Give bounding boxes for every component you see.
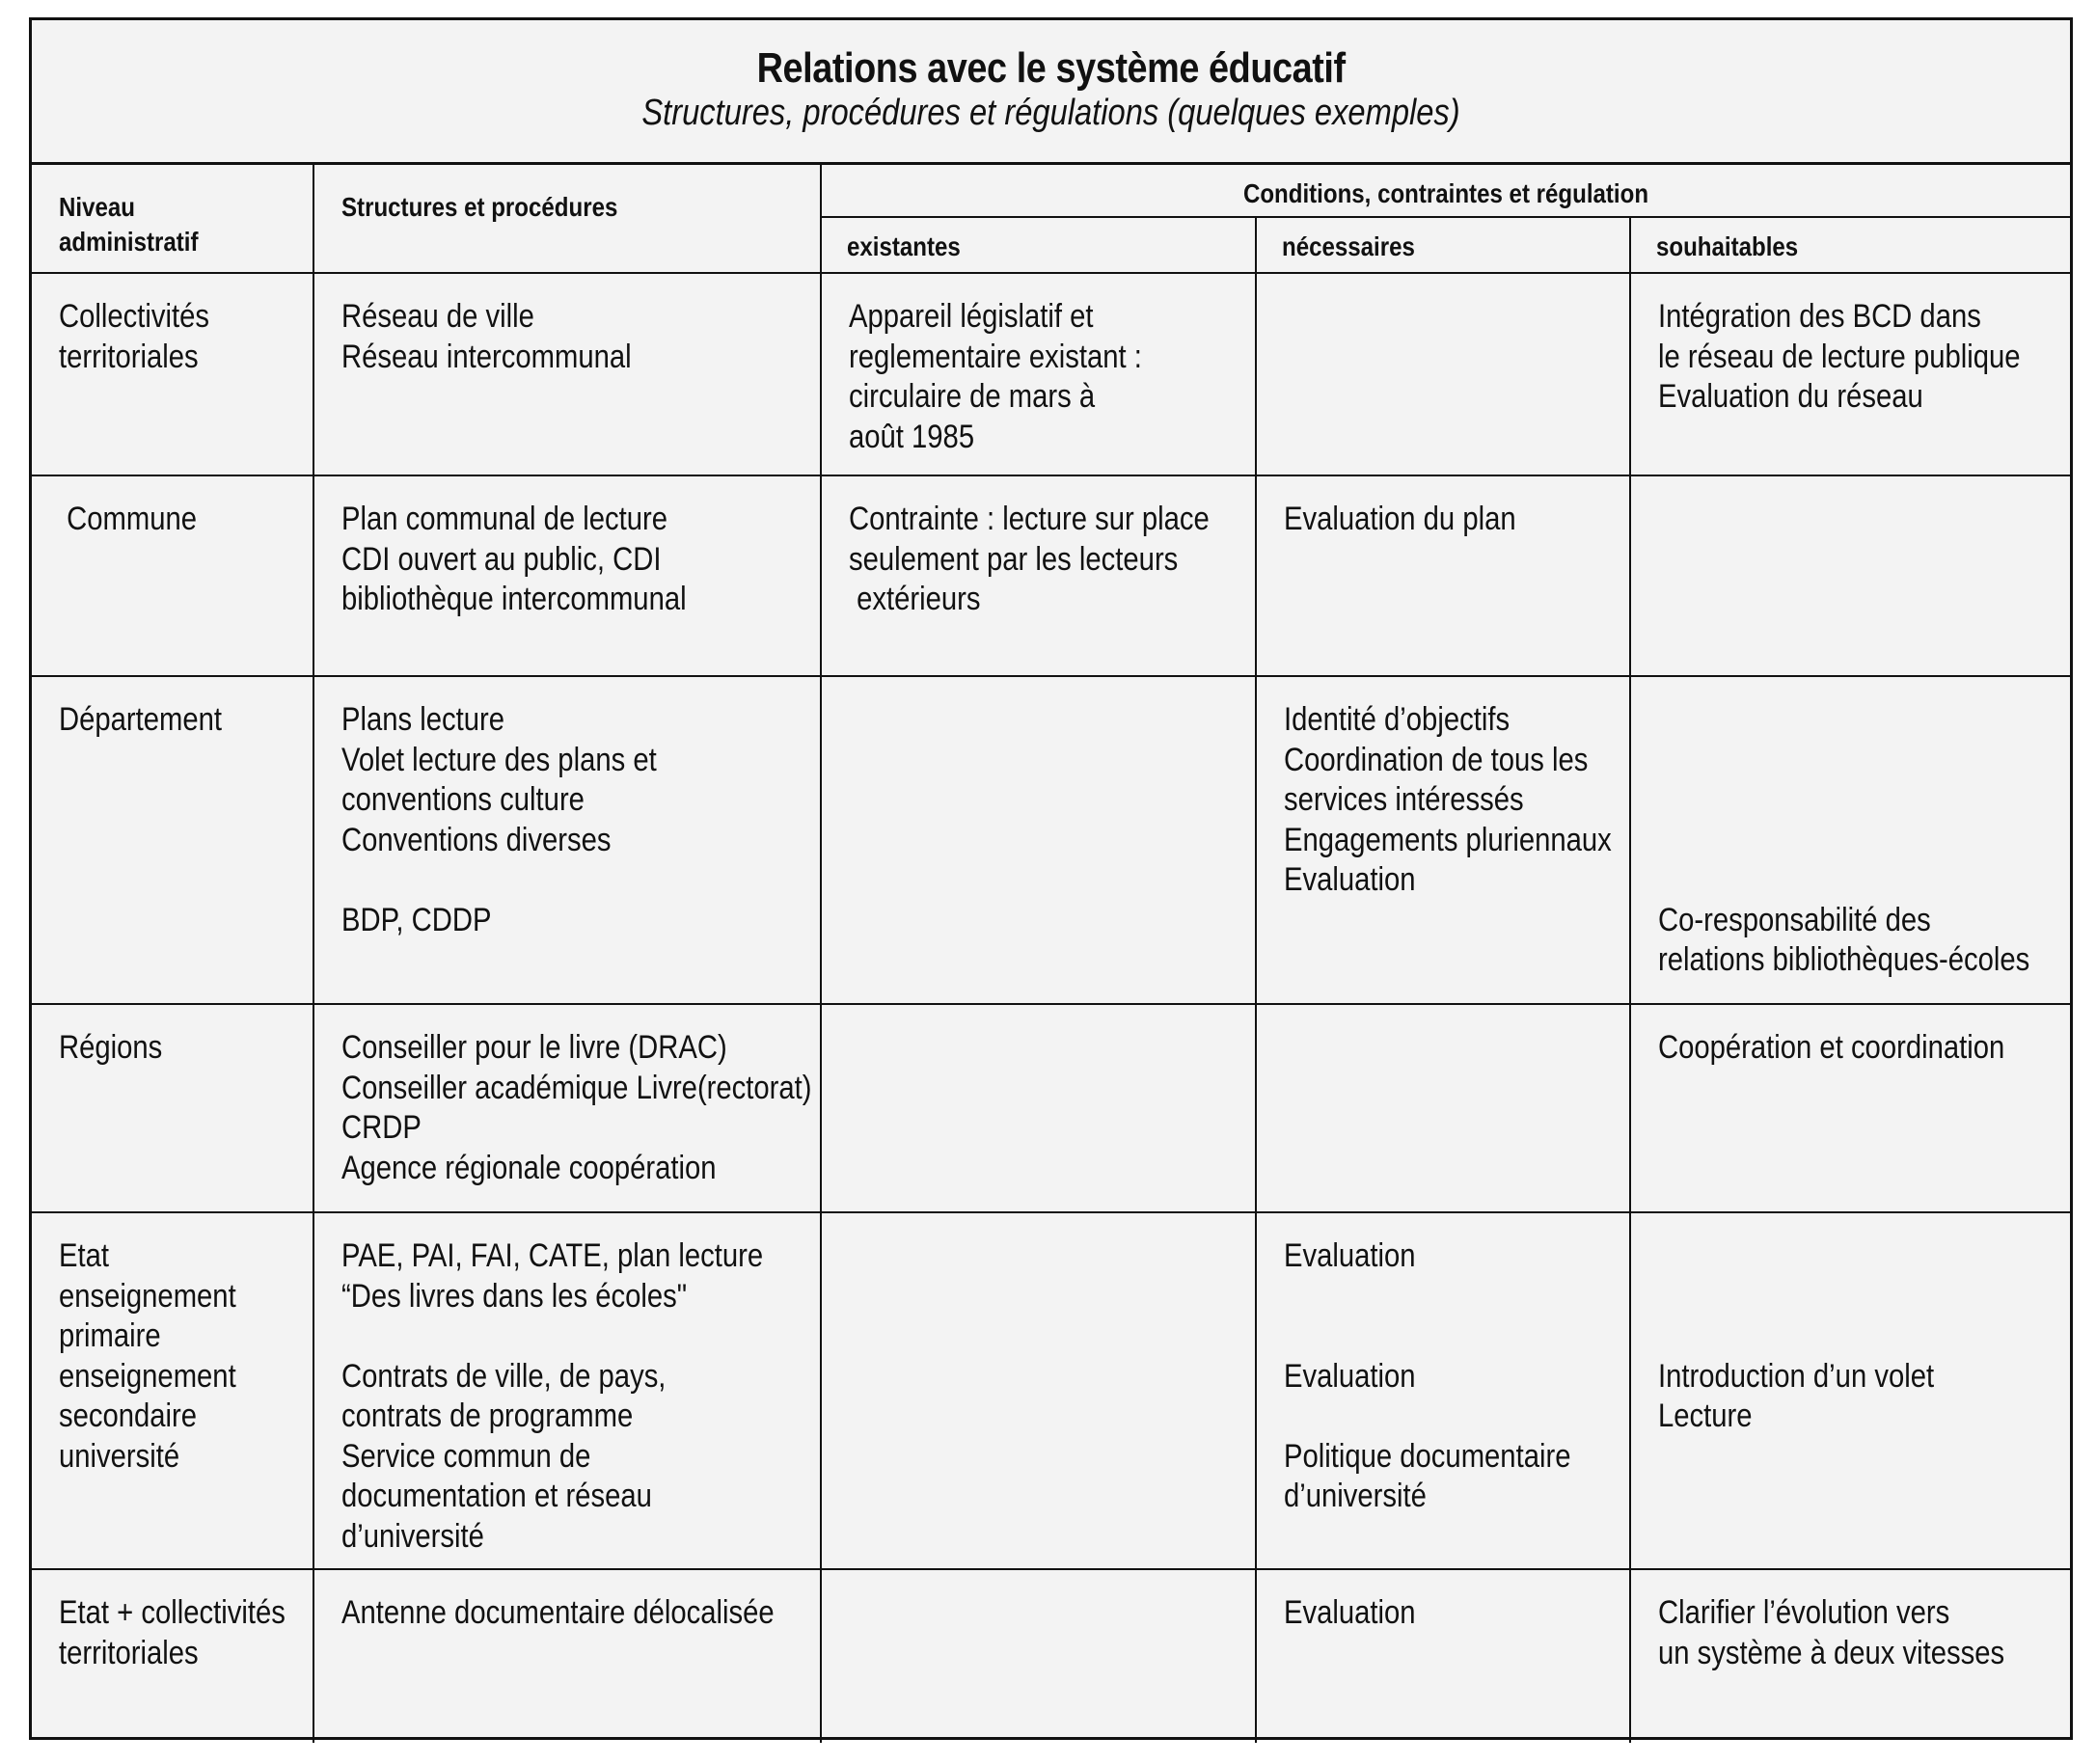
cell-line: Evaluation	[1284, 861, 1416, 898]
blank-line	[1658, 821, 2070, 861]
header-souhaitables	[1630, 217, 2070, 273]
header-structures-label: Structures et procédures	[341, 192, 618, 222]
blank-line	[1658, 780, 2070, 821]
header-existantes	[821, 217, 1256, 273]
cell-structures	[313, 1212, 821, 1569]
header-necessaires	[1256, 217, 1630, 273]
cell-line: Lecture	[1658, 1398, 1753, 1434]
cell-line: Plan communal de lecture	[341, 501, 668, 537]
cell-line: Conventions diverses	[341, 821, 612, 858]
cell-niveau	[32, 1212, 313, 1569]
cell-necessaires	[1256, 1212, 1630, 1569]
cell-structures	[313, 475, 821, 676]
header-niveau-line: administratif	[59, 227, 199, 257]
table-row	[32, 1004, 2070, 1212]
header-existantes-label: existantes	[847, 231, 961, 261]
cell-line: Identité d’objectifs	[1284, 701, 1511, 738]
cell-niveau	[32, 1569, 313, 1743]
cell-existantes	[821, 273, 1256, 475]
table-row	[32, 676, 2070, 1004]
cell-line: territoriales	[59, 338, 199, 375]
cell-line: circulaire de mars à	[849, 378, 1096, 415]
table-body	[32, 273, 2070, 1743]
cell-souhaitables	[1630, 676, 2070, 1004]
cell-line: CDI ouvert au public, CDI	[341, 540, 662, 578]
blank-line	[1658, 1316, 2070, 1357]
cell-line: Département	[59, 701, 223, 738]
cell-souhaitables	[1630, 1212, 2070, 1569]
cell-line: Service commun de	[341, 1437, 591, 1475]
document-subtitle: Structures, procédures et régulations (quelques exemples)	[641, 93, 1460, 133]
title-box	[32, 20, 2070, 165]
cell-line: PAE, PAI, FAI, CATE, plan lecture	[341, 1237, 764, 1274]
cell-line: Co-responsabilité des	[1658, 901, 1931, 938]
cell-line: Contrats de ville, de pays,	[341, 1357, 667, 1395]
header-niveau-line: Niveau	[59, 192, 135, 222]
cell-line: bibliothèque intercommunal	[341, 581, 687, 617]
cell-line: secondaire	[59, 1398, 198, 1434]
cell-line: enseignement	[59, 1277, 236, 1315]
cell-line: Politique documentaire	[1284, 1437, 1571, 1475]
cell-line: Plans lecture	[341, 701, 505, 738]
cell-line: contrats de programme	[341, 1398, 634, 1434]
cell-line: Coordination de tous les	[1284, 741, 1589, 778]
cell-souhaitables	[1630, 1569, 2070, 1743]
cell-line: août 1985	[849, 418, 975, 455]
header-conditions	[821, 165, 2070, 217]
cell-line: primaire	[59, 1317, 161, 1354]
document-frame	[29, 17, 2073, 1740]
cell-necessaires	[1256, 676, 1630, 1004]
cell-line: d’université	[1284, 1478, 1427, 1514]
blank-line	[1284, 1316, 1629, 1357]
blank-line	[341, 860, 820, 901]
header-structures	[313, 165, 821, 273]
blank-line	[1284, 1277, 1629, 1317]
cell-line: territoriales	[59, 1634, 199, 1671]
cell-niveau	[32, 273, 313, 475]
cell-existantes	[821, 1569, 1256, 1743]
header-conditions-label: Conditions, contraintes et régulation	[1242, 178, 1649, 208]
cell-line: CRDP	[341, 1109, 422, 1146]
cell-existantes	[821, 1004, 1256, 1212]
cell-line: Evaluation du plan	[1284, 501, 1516, 537]
table-row	[32, 475, 2070, 676]
cell-existantes	[821, 676, 1256, 1004]
relations-table	[32, 165, 2070, 1743]
blank-line	[1658, 860, 2070, 901]
cell-necessaires	[1256, 273, 1630, 475]
cell-line: Etat + collectivités	[59, 1594, 286, 1631]
cell-line: Contrainte : lecture sur place	[849, 501, 1210, 537]
header-souhaitables-label: souhaitables	[1656, 231, 1799, 261]
cell-souhaitables	[1630, 475, 2070, 676]
cell-line: services intéressés	[1284, 781, 1524, 818]
cell-line: Evaluation	[1284, 1237, 1416, 1274]
cell-necessaires	[1256, 1004, 1630, 1212]
cell-line: documentation et réseau	[341, 1478, 652, 1514]
cell-line: Evaluation	[1284, 1357, 1416, 1395]
cell-line: seulement par les lecteurs	[849, 540, 1179, 578]
cell-line: Agence régionale coopération	[341, 1149, 717, 1186]
cell-structures	[313, 1004, 821, 1212]
cell-structures	[313, 1569, 821, 1743]
cell-line: Appareil législatif et	[849, 298, 1094, 335]
table-row	[32, 1569, 2070, 1743]
document-title: Relations avec le système éducatif	[756, 44, 1346, 92]
cell-line: Réseau intercommunal	[341, 338, 632, 375]
cell-line: Introduction d’un volet	[1658, 1357, 1935, 1395]
cell-niveau	[32, 1004, 313, 1212]
header-necessaires-label: nécessaires	[1282, 231, 1415, 261]
table-row	[32, 1212, 2070, 1569]
cell-line: Volet lecture des plans et	[341, 741, 657, 778]
cell-souhaitables	[1630, 273, 2070, 475]
cell-necessaires	[1256, 1569, 1630, 1743]
cell-niveau	[32, 475, 313, 676]
cell-line: université	[59, 1437, 180, 1475]
cell-line: Régions	[59, 1029, 163, 1066]
cell-line: Evaluation du réseau	[1658, 378, 1923, 415]
cell-structures	[313, 273, 821, 475]
header-niveau	[32, 165, 313, 273]
cell-line: extérieurs	[849, 581, 981, 617]
cell-line: enseignement	[59, 1357, 236, 1395]
cell-line: Commune	[59, 501, 198, 537]
cell-line: d’université	[341, 1517, 484, 1555]
blank-line	[1658, 1236, 2070, 1277]
cell-line: reglementaire existant :	[849, 338, 1142, 375]
cell-line: Conseiller académique Livre(rectorat)	[341, 1069, 812, 1106]
cell-line: Intégration des BCD dans	[1658, 298, 1981, 335]
table-row	[32, 273, 2070, 475]
cell-line: Evaluation	[1284, 1594, 1416, 1631]
blank-line	[1284, 1397, 1629, 1437]
cell-niveau	[32, 676, 313, 1004]
cell-structures	[313, 676, 821, 1004]
cell-line: relations bibliothèques-écoles	[1658, 941, 2030, 978]
cell-line: BDP, CDDP	[341, 901, 492, 938]
cell-line: le réseau de lecture publique	[1658, 338, 2021, 375]
cell-line: conventions culture	[341, 781, 585, 818]
cell-existantes	[821, 475, 1256, 676]
blank-line	[341, 1316, 820, 1357]
cell-line: Réseau de ville	[341, 298, 534, 335]
cell-necessaires	[1256, 475, 1630, 676]
blank-line	[1658, 741, 2070, 781]
cell-existantes	[821, 1212, 1256, 1569]
cell-line: Etat	[59, 1237, 110, 1274]
cell-souhaitables	[1630, 1004, 2070, 1212]
cell-line: Clarifier l’évolution vers	[1658, 1594, 1950, 1631]
cell-line: “Des livres dans les écoles"	[341, 1277, 688, 1315]
cell-line: Engagements pluriennaux	[1284, 821, 1612, 858]
blank-line	[1658, 700, 2070, 741]
blank-line	[1658, 1277, 2070, 1317]
cell-line: Conseiller pour le livre (DRAC)	[341, 1029, 727, 1066]
cell-line: Coopération et coordination	[1658, 1029, 2005, 1066]
cell-line: Collectivités	[59, 298, 209, 335]
cell-line: un système à deux vitesses	[1658, 1634, 2005, 1671]
cell-line: Antenne documentaire délocalisée	[341, 1594, 775, 1631]
